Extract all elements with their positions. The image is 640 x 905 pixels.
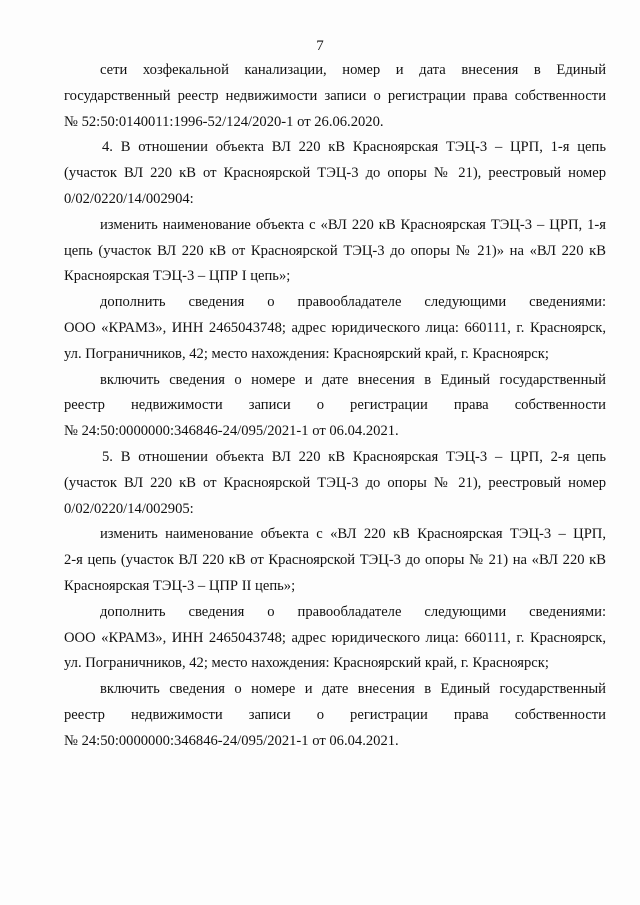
text-line: ул. Пограничников, 42; место нахождения: Красноярский край, г. Красноярск;	[64, 345, 549, 362]
text-line: реестр недвижимости записи о регистрации права собственности	[64, 397, 606, 414]
text-line: сети хозфекальной канализации, номер и дата внесения в Единый	[100, 62, 606, 78]
text-line: изменить наименование объекта с «ВЛ 220 кВ Красноярская ТЭЦ-3 – ЦРП,	[100, 526, 606, 543]
text-line: цепь (участок ВЛ 220 кВ от Красноярской ТЭЦ-3 до опоры № 21)» на «ВЛ 220 кВ	[64, 242, 606, 259]
text-line: 0/02/0220/14/002904:	[64, 190, 194, 207]
page-number: 7	[316, 38, 324, 54]
text-line: реестр недвижимости записи о регистрации права собственности	[64, 706, 606, 723]
list-item-4-heading: 4. В отношении объекта ВЛ 220 кВ Красноярская ТЭЦ-3 – ЦРП, 1-я цепь	[102, 139, 606, 156]
text-line: дополнить сведения о правообладателе следующими сведениями:	[100, 603, 606, 620]
text-line: Красноярская ТЭЦ-3 – ЦПР II цепь»;	[64, 577, 296, 594]
text-line: (участок ВЛ 220 кВ от Красноярской ТЭЦ-3 до опоры № 21), реестровый номер	[64, 474, 606, 491]
text-line: № 24:50:0000000:346846-24/095/2021-1 от 06.04.2021.	[64, 732, 399, 749]
text-line: включить сведения о номере и дате внесения в Единый государственный	[100, 371, 606, 388]
text-line: ООО «КРАМЗ», ИНН 2465043748; адрес юридического лица: 660111, г. Красноярск,	[64, 319, 606, 336]
text-line: ООО «КРАМЗ», ИНН 2465043748; адрес юридического лица: 660111, г. Красноярск,	[64, 629, 606, 646]
list-item-5-heading: 5. В отношении объекта ВЛ 220 кВ Красноярская ТЭЦ-3 – ЦРП, 2-я цепь	[102, 448, 606, 465]
text-line: № 52:50:0140011:1996-52/124/2020-1 от 26.06.2020.	[64, 113, 384, 130]
text-line: включить сведения о номере и дате внесения в Единый государственный	[100, 681, 606, 698]
text-line: (участок ВЛ 220 кВ от Красноярской ТЭЦ-3 до опоры № 21), реестровый номер	[64, 165, 606, 182]
text-line: ул. Пограничников, 42; место нахождения: Красноярский край, г. Красноярск;	[64, 655, 549, 672]
document-body	[64, 58, 606, 755]
text-line: дополнить сведения о правообладателе следующими сведениями:	[100, 294, 606, 311]
text-line: государственный реестр недвижимости записи о регистрации права собственности	[64, 87, 606, 104]
text-line: изменить наименование объекта с «ВЛ 220 кВ Красноярская ТЭЦ-3 – ЦРП, 1-я	[100, 216, 606, 233]
text-line: № 24:50:0000000:346846-24/095/2021-1 от 06.04.2021.	[64, 423, 399, 440]
text-line: 2-я цепь (участок ВЛ 220 кВ от Красноярской ТЭЦ-3 до опоры № 21) на «ВЛ 220 кВ	[64, 552, 606, 569]
text-line: 0/02/0220/14/002905:	[64, 500, 194, 517]
text-line: Красноярская ТЭЦ-3 – ЦПР I цепь»;	[64, 268, 291, 285]
